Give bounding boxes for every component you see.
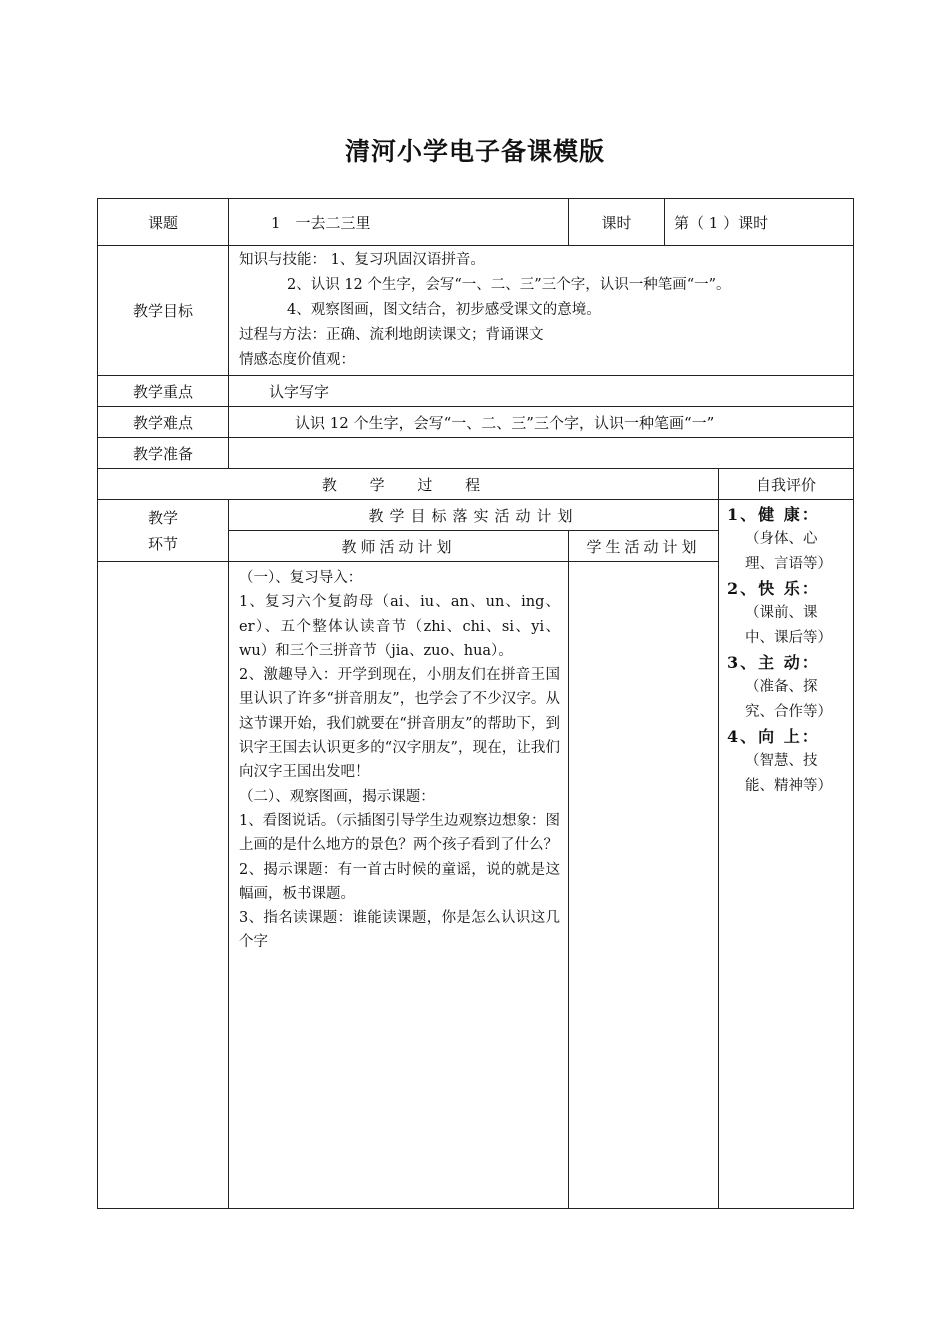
difficulties-label: 教学难点 [98, 407, 229, 438]
self-eval-item [727, 576, 853, 650]
objectives-line: 情感态度价值观： [239, 352, 355, 368]
stage-label [98, 500, 229, 562]
self-eval-head: 4、向 上： [727, 727, 820, 746]
stage-label-line: 环节 [147, 534, 178, 553]
teacher-paragraph: 2、揭示课题：有一首古时候的童谣，说的就是这幅画，板书课题。 [239, 861, 561, 902]
lesson-plan-table [97, 198, 854, 1209]
topic-value: 1 一去二三里 [229, 199, 569, 246]
self-eval-desc: （智慧、技能、精神等） [745, 753, 833, 794]
difficulties-value: 认识 12 个生字，会写“一、二、三”三个字，认识一种笔画“一” [229, 407, 854, 438]
teacher-paragraph: （一）、复习导入： [239, 570, 363, 586]
preparation-value [229, 438, 854, 469]
self-eval-head: 1、健 康： [727, 505, 820, 524]
objectives-line: 2、认识 12 个生字，会写“一、二、三”三个字，认识一种笔画“一”。 [287, 277, 731, 293]
objectives-line: 4、观察图画，图文结合，初步感受课文的意境。 [287, 302, 601, 318]
teacher-paragraph: （二）、观察图画，揭示课题： [239, 788, 435, 805]
teacher-paragraph: 1、看图说话。（示插图引导学生边观察边想象：图上画的是什么地方的景色？两个孩子看到了什么？ [239, 812, 561, 854]
objectives-line: 知识与技能： 1、复习巩固汉语拼音。 [239, 252, 485, 268]
teacher-paragraph: 2、激趣导入：开学到现在，小朋友们在拼音王国里认识了许多“拼音朋友”，也学会了不少汉字。从这节课开始，我们就要在“拼音朋友”的帮助下，到识字王国去认识更多的“汉字朋友”，现在，让我们向汉字王国出发吧！ [239, 667, 561, 781]
period-value: 第（ 1 ）课时 [665, 199, 854, 246]
self-eval-item [727, 502, 853, 576]
self-eval-item [727, 724, 853, 798]
self-eval-desc: （身体、心理、言语等） [745, 531, 833, 572]
stage-cell [98, 562, 229, 1209]
self-eval-item [727, 650, 853, 724]
topic-label: 课题 [98, 199, 229, 246]
self-eval-desc: （准备、探究、合作等） [745, 679, 833, 720]
teacher-paragraph: 3、指名读课题：谁能读课题，你是怎么认识这几个字 [239, 910, 561, 951]
difficulties-row [98, 407, 854, 438]
preparation-row [98, 438, 854, 469]
objectives-row [98, 246, 854, 376]
objectives-label: 教学目标 [98, 246, 229, 376]
student-header: 学生活动计划 [569, 531, 719, 562]
self-eval-head: 3、主 动： [727, 653, 820, 672]
self-eval-desc: （课前、课中、课后等） [745, 605, 833, 646]
topic-row [98, 199, 854, 246]
process-header-row [98, 469, 854, 500]
key-points-value: 认字写字 [229, 376, 854, 407]
self-eval-content [719, 500, 854, 1209]
stage-label-line: 教学 [147, 508, 178, 527]
plan-header-row [98, 500, 854, 531]
teacher-activity [229, 562, 569, 1209]
key-points-label: 教学重点 [98, 376, 229, 407]
preparation-label: 教学准备 [98, 438, 229, 469]
self-eval-head: 2、快 乐： [727, 579, 820, 598]
key-points-row [98, 376, 854, 407]
page-title: 清河小学电子备课模版 [344, 137, 605, 166]
period-label: 课时 [569, 199, 665, 246]
objectives-line: 过程与方法：正确、流利地朗读课文；背诵课文 [239, 327, 544, 343]
teacher-paragraph: 1、复习六个复韵母（ai、iu、an、un、ing、er）、五个整体认读音节（zhi、chi、si、yi、wu）和三个三拼音节（jia、zuo、hua）。 [239, 594, 561, 659]
teacher-header: 教师活动计划 [229, 531, 569, 562]
self-eval-header: 自我评价 [719, 469, 854, 500]
plan-header: 教学目标落实活动计划 [229, 500, 719, 531]
process-header: 教 学 过 程 [98, 469, 719, 500]
student-activity [569, 562, 719, 1209]
objectives-content [229, 246, 854, 376]
